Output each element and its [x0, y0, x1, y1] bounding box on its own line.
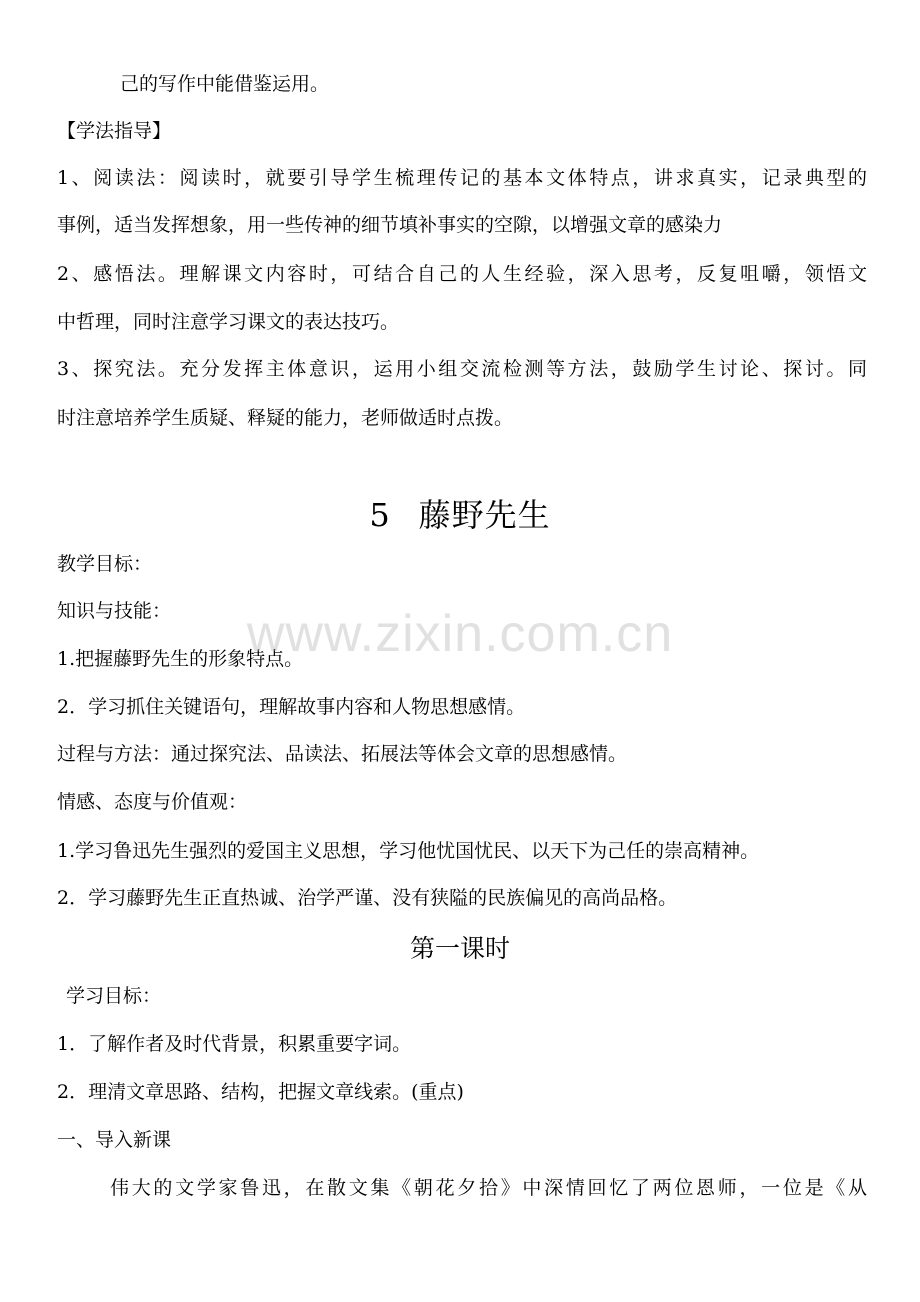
method-3-line-1: 3、探究法。充分发挥主体意识，运用小组交流检测等方法，鼓励学生讨论、探讨。同 [57, 358, 867, 380]
teaching-goals-label: 教学目标： [57, 553, 153, 575]
knowledge-item-2: 2．学习抓住关键语句，理解故事内容和人物思想感情。 [57, 696, 526, 718]
method-1-line-1: 1、阅读法：阅读时，就要引导学生梳理传记的基本文体特点，讲求真实，记录典型的 [57, 167, 867, 189]
study-goal-item-1: 1．了解作者及时代背景，积累重要字词。 [57, 1033, 412, 1055]
study-goal-item-2: 2．理清文章思路、结构，把握文章线索。(重点) [57, 1081, 464, 1103]
method-1-line-2: 事例，适当发挥想象，用一些传神的细节填补事实的空隙，以增强文章的感染力 [57, 214, 723, 236]
knowledge-skills-label: 知识与技能： [57, 600, 172, 622]
knowledge-item-1: 1.把握藤野先生的形象特点。 [57, 648, 304, 670]
process-method-line: 过程与方法：通过探究法、品读法、拓展法等体会文章的思想感情。 [57, 743, 628, 765]
study-method-heading: 【学法指导】 [57, 120, 172, 142]
emotion-item-1: 1.学习鲁迅先生强烈的爱国主义思想，学习他忧国忧民、以天下为己任的崇高精神。 [57, 840, 760, 862]
emotion-attitude-label: 情感、态度与价值观： [57, 791, 248, 813]
method-2-line-2: 中哲理，同时注意学习课文的表达技巧。 [57, 311, 400, 333]
watermark-text: www.zixin.com.cn [246, 605, 674, 663]
intro-paragraph-line: 伟大的文学家鲁迅，在散文集《朝花夕拾》中深情回忆了两位恩师，一位是《从 [110, 1177, 867, 1199]
method-2-line-1: 2、感悟法。理解课文内容时，可结合自己的人生经验，深入思考，反复咀嚼，领悟文 [57, 263, 867, 285]
period-title: 第一课时 [409, 934, 510, 963]
method-3-line-2: 时注意培养学生质疑、释疑的能力，老师做适时点拨。 [57, 407, 514, 429]
study-goals-label: 学习目标： [66, 985, 162, 1007]
lesson-title [0, 495, 920, 535]
continuation-line: 己的写作中能借鉴运用。 [120, 73, 330, 95]
lesson-number: 5 [369, 496, 391, 534]
emotion-item-2: 2．学习藤野先生正直热诚、治学严谨、没有狭隘的民族偏见的高尚品格。 [57, 887, 678, 909]
lesson-name: 藤野先生 [418, 496, 551, 534]
section-heading: 一、导入新课 [57, 1129, 172, 1151]
